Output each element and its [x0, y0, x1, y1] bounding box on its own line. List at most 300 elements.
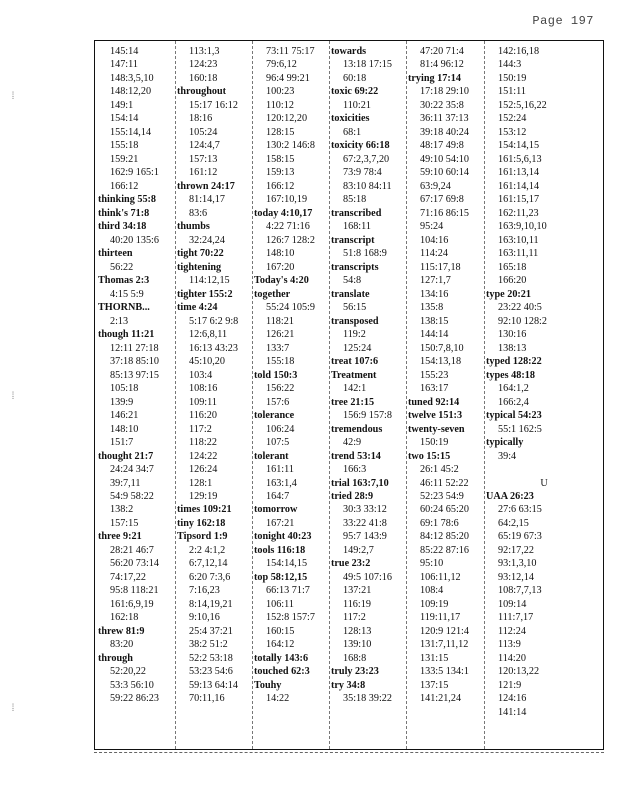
- index-term: tighter 155:2: [177, 288, 233, 300]
- index-reference: 49:5 107:16: [343, 571, 392, 583]
- index-reference: 59:22 86:23: [110, 693, 159, 705]
- index-reference: 83:20: [110, 639, 134, 651]
- index-reference: 130:16: [498, 329, 527, 341]
- word-index-box: [94, 40, 604, 750]
- index-reference: 154:14: [110, 113, 139, 125]
- index-column-3: [254, 45, 328, 745]
- index-reference: 109:14: [498, 598, 527, 610]
- index-term: tightening: [177, 261, 222, 273]
- index-reference: 113:9: [498, 639, 521, 651]
- index-reference: 116:20: [189, 410, 217, 422]
- index-reference: 166:12: [266, 180, 295, 192]
- index-reference: 161:15,17: [498, 194, 540, 206]
- index-reference: 68:1: [343, 126, 362, 138]
- index-reference: 126:21: [266, 329, 295, 341]
- index-reference: 104:16: [420, 234, 449, 246]
- index-reference: 18:16: [189, 113, 213, 125]
- index-reference: 138:13: [498, 342, 527, 354]
- index-term: treat 107:6: [331, 356, 379, 368]
- index-reference: 148:10: [266, 248, 295, 260]
- index-reference: 5:17 6:2 9:8: [189, 315, 239, 327]
- index-reference: 25:4 37:21: [189, 625, 233, 637]
- index-reference: 138:2: [110, 504, 134, 516]
- index-section-letter: U: [540, 477, 548, 489]
- index-reference: 96:4 99:21: [266, 72, 310, 84]
- index-reference: 46:11 52:22: [420, 477, 469, 489]
- index-reference: 150:7,8,10: [420, 342, 464, 354]
- index-reference: 83:6: [189, 207, 208, 219]
- index-reference: 162:18: [110, 612, 139, 624]
- index-term: type 20:21: [486, 288, 531, 300]
- index-reference: 39:18 40:24: [420, 126, 469, 138]
- index-reference: 157:6: [266, 396, 290, 408]
- index-term: three 9:21: [98, 531, 142, 543]
- index-reference: 106:11,12: [420, 571, 461, 583]
- index-term: today 4:10,17: [254, 207, 313, 219]
- index-term: Treatment: [331, 369, 377, 381]
- index-reference: 69:1 78:6: [420, 517, 459, 529]
- index-reference: 124:4,7: [189, 140, 220, 152]
- index-reference: 65:19 67:3: [498, 531, 542, 543]
- index-term: twelve 151:3: [408, 410, 463, 422]
- index-term: true 23:2: [331, 558, 371, 570]
- index-reference: 137:21: [343, 585, 372, 597]
- index-reference: 137:15: [420, 679, 449, 691]
- index-reference: 139:9: [110, 396, 134, 408]
- index-reference: 105:24: [189, 126, 218, 138]
- index-reference: 166:3: [343, 464, 367, 476]
- index-reference: 166:20: [498, 275, 527, 287]
- index-reference: 23:22 40:5: [498, 302, 542, 314]
- index-reference: 162:11,23: [498, 207, 539, 219]
- index-reference: 154:14,15: [266, 558, 308, 570]
- index-term: trying 17:14: [408, 72, 461, 84]
- index-reference: 42:9: [343, 437, 362, 449]
- index-term: typical 54:23: [486, 410, 542, 422]
- binding-mark-middle: ⁞: [10, 392, 17, 403]
- index-reference: 150:19: [420, 437, 449, 449]
- index-reference: 128:15: [266, 126, 295, 138]
- index-term: thrown 24:17: [177, 180, 235, 192]
- index-term: tremendous: [331, 423, 383, 435]
- index-reference: 148:12,20: [110, 86, 152, 98]
- index-term: top 58:12,15: [254, 571, 308, 583]
- index-reference: 124:23: [189, 59, 218, 71]
- index-reference: 114:20: [498, 652, 526, 664]
- index-reference: 120:9 121:4: [420, 625, 469, 637]
- index-reference: 40:20 135:6: [110, 234, 159, 246]
- index-reference: 117:2: [343, 612, 366, 624]
- index-reference: 150:19: [498, 72, 527, 84]
- index-term: truly 23:23: [331, 666, 379, 678]
- index-reference: [486, 463, 602, 476]
- index-reference: 39:7,11: [110, 477, 141, 489]
- index-reference: 157:13: [189, 153, 218, 165]
- index-reference: 52:20,22: [110, 666, 146, 678]
- index-reference: 160:18: [189, 72, 218, 84]
- index-reference: 108:4: [420, 585, 444, 597]
- column-divider: [329, 41, 330, 749]
- index-term: throughout: [177, 86, 227, 98]
- index-reference: 167:21: [266, 517, 295, 529]
- index-reference: 56:15: [343, 302, 367, 314]
- column-divider: [252, 41, 253, 749]
- index-reference: 35:18 39:22: [343, 693, 392, 705]
- index-term: two 15:15: [408, 450, 451, 462]
- index-reference: 153:12: [498, 126, 527, 138]
- index-reference: 33:22 41:8: [343, 517, 387, 529]
- index-reference: 152:5,16,22: [498, 99, 547, 111]
- index-reference: 92:17,22: [498, 544, 534, 556]
- index-reference: 36:11 37:13: [420, 113, 469, 125]
- index-term: thought 21:7: [98, 450, 154, 462]
- index-reference: 144:14: [420, 329, 449, 341]
- index-reference: 74:17,22: [110, 571, 146, 583]
- index-reference: 166:12: [110, 180, 139, 192]
- index-reference: 164:12: [266, 639, 295, 651]
- index-reference: 100:23: [266, 86, 295, 98]
- index-reference: 28:21 46:7: [110, 544, 154, 556]
- index-term: Touhy: [254, 679, 282, 691]
- index-reference: 141:21,24: [420, 693, 462, 705]
- index-term: tolerance: [254, 410, 295, 422]
- index-reference: 149:2,7: [343, 544, 374, 556]
- index-reference: 146:21: [110, 410, 139, 422]
- index-reference: 60:24 65:20: [420, 504, 469, 516]
- index-reference: 93:12,14: [498, 571, 534, 583]
- index-reference: 37:18 85:10: [110, 356, 159, 368]
- index-term: think's 71:8: [98, 207, 150, 219]
- index-reference: 152:24: [498, 113, 527, 125]
- index-reference: 163:11,11: [498, 248, 539, 260]
- column-divider: [175, 41, 176, 749]
- index-reference: 161:5,6,13: [498, 153, 542, 165]
- index-reference: 133:5 134:1: [420, 666, 469, 678]
- index-term: though 11:21: [98, 329, 155, 341]
- index-reference: 26:1 45:2: [420, 464, 459, 476]
- index-reference: 93:1,3,10: [498, 558, 537, 570]
- index-reference: 116:19: [343, 598, 371, 610]
- index-reference: 121:9: [498, 679, 522, 691]
- index-reference: 51:8 168:9: [343, 248, 387, 260]
- index-term: tiny 162:18: [177, 517, 226, 529]
- index-term: try 34:8: [331, 679, 366, 691]
- index-reference: 66:13 71:7: [266, 585, 310, 597]
- index-reference: 73:11 75:17: [266, 46, 315, 57]
- index-reference: 158:15: [266, 153, 295, 165]
- index-reference: 12:11 27:18: [110, 342, 159, 354]
- index-reference: 45:10,20: [189, 356, 225, 368]
- index-reference: 52:2 53:18: [189, 652, 233, 664]
- index-term: trend 53:14: [331, 450, 381, 462]
- index-reference: 163:9,10,10: [498, 221, 547, 233]
- index-term: tonight 40:23: [254, 531, 312, 543]
- binding-mark-top: ⁞: [10, 92, 17, 103]
- index-reference: 156:9 157:8: [343, 410, 392, 422]
- index-reference: 139:10: [343, 639, 372, 651]
- index-reference: 38:2 51:2: [189, 639, 228, 651]
- index-reference: 127:1,7: [420, 275, 451, 287]
- index-reference: 155:18: [110, 140, 139, 152]
- index-reference: 81:4 96:12: [420, 59, 464, 71]
- index-term: thinking 55:8: [98, 194, 157, 206]
- index-reference: 161:14,14: [498, 180, 540, 192]
- index-reference: 142:16,18: [498, 46, 540, 57]
- page-number: Page 197: [532, 14, 594, 28]
- index-reference: 125:24: [343, 342, 372, 354]
- index-reference: 133:7: [266, 342, 290, 354]
- index-reference: 145:14: [110, 46, 139, 57]
- index-term: translate: [331, 288, 370, 300]
- index-reference: 163:17: [420, 383, 449, 395]
- index-reference: 144:3: [498, 59, 522, 71]
- index-term: THORNB...: [98, 302, 150, 314]
- index-term: tried 28:9: [331, 490, 374, 502]
- index-reference: 71:16 86:15: [420, 207, 469, 219]
- index-reference: 30:22 35:8: [420, 99, 464, 111]
- index-column-1: [98, 45, 174, 745]
- index-reference: 126:7 128:2: [266, 234, 315, 246]
- index-reference: 103:4: [189, 369, 213, 381]
- index-term: types 48:18: [486, 369, 535, 381]
- index-reference: 55:1 162:5: [498, 423, 542, 435]
- index-term: through: [98, 652, 133, 664]
- index-reference: 128:1: [189, 477, 213, 489]
- index-reference: 85:22 87:16: [420, 544, 469, 556]
- index-reference: 60:18: [343, 72, 367, 84]
- index-reference: 85:18: [343, 194, 367, 206]
- index-reference: 155:23: [420, 369, 449, 381]
- index-reference: 120:12,20: [266, 113, 308, 125]
- index-reference: 161:11: [266, 464, 294, 476]
- index-term: UAA 26:23: [486, 490, 534, 502]
- index-reference: 24:24 34:7: [110, 464, 154, 476]
- index-term: toxicities: [331, 113, 370, 125]
- index-term: told 150:3: [254, 369, 298, 381]
- index-reference: 111:7,17: [498, 612, 534, 624]
- binding-mark-bottom: ⁞: [10, 704, 17, 715]
- index-term: times 109:21: [177, 504, 232, 516]
- index-reference: 155:14,14: [110, 126, 152, 138]
- index-reference: 128:13: [343, 625, 372, 637]
- index-reference: 107:5: [266, 437, 290, 449]
- index-reference: 4:15 5:9: [110, 288, 144, 300]
- index-term: Tipsord 1:9: [177, 531, 228, 543]
- index-reference: 85:13 97:15: [110, 369, 159, 381]
- index-reference: 67:2,3,7,20: [343, 153, 390, 165]
- index-reference: 130:2 146:8: [266, 140, 315, 152]
- index-reference: 108:7,7,13: [498, 585, 542, 597]
- index-reference: 105:18: [110, 383, 139, 395]
- index-reference: 17:18 29:10: [420, 86, 469, 98]
- index-reference: 135:8: [420, 302, 444, 314]
- index-reference: 95:7 143:9: [343, 531, 387, 543]
- column-divider: [406, 41, 407, 749]
- index-reference: 162:9 165:1: [110, 167, 159, 179]
- column-divider: [484, 41, 485, 749]
- index-reference: 117:2: [189, 423, 212, 435]
- index-reference: 152:8 157:7: [266, 612, 315, 624]
- index-reference: 165:18: [498, 261, 527, 273]
- index-reference: 81:14,17: [189, 194, 225, 206]
- index-reference: 166:2,4: [498, 396, 529, 408]
- index-reference: 149:1: [110, 99, 134, 111]
- index-reference: 39:4: [498, 450, 517, 462]
- index-term: trial 163:7,10: [331, 477, 389, 489]
- index-reference: 79:6,12: [266, 59, 297, 71]
- index-reference: 27:6 63:15: [498, 504, 542, 516]
- index-reference: 56:22: [110, 261, 134, 273]
- index-term: third 34:18: [98, 221, 147, 233]
- index-reference: 48:17 49:8: [420, 140, 464, 152]
- index-column-5: [408, 45, 483, 745]
- index-reference: 131:7,11,12: [420, 639, 469, 651]
- index-reference: 70:11,16: [189, 693, 225, 705]
- index-term: threw 81:9: [98, 625, 145, 637]
- index-reference: 7:16,23: [189, 585, 220, 597]
- index-reference: 168:11: [343, 221, 371, 233]
- index-reference: 2:2 4:1,2: [189, 544, 226, 556]
- index-reference: 147:11: [110, 59, 138, 71]
- index-reference: 95:10: [420, 558, 444, 570]
- index-reference: 109:19: [420, 598, 449, 610]
- index-term: tuned 92:14: [408, 396, 460, 408]
- index-term: towards: [331, 46, 367, 57]
- index-term: tools 116:18: [254, 544, 306, 556]
- index-term: Today's 4:20: [254, 275, 309, 287]
- index-reference: 110:12: [266, 99, 294, 111]
- index-term: Thomas 2:3: [98, 275, 150, 287]
- index-reference: 155:18: [266, 356, 295, 368]
- index-reference: 9:10,16: [189, 612, 220, 624]
- index-reference: 124:22: [189, 450, 218, 462]
- index-reference: 163:1,4: [266, 477, 297, 489]
- index-reference: 49:10 54:10: [420, 153, 469, 165]
- index-term: transcribed: [331, 207, 382, 219]
- index-reference: 95:8 118:21: [110, 585, 159, 597]
- index-reference: 163:10,11: [498, 234, 539, 246]
- index-term: thirteen: [98, 248, 133, 260]
- index-reference: 164:1,2: [498, 383, 529, 395]
- index-term: tomorrow: [254, 504, 298, 516]
- index-term: toxic 69:22: [331, 86, 379, 98]
- index-reference: 112:24: [498, 625, 526, 637]
- index-reference: 84:12 85:20: [420, 531, 469, 543]
- index-reference: 6:7,12,14: [189, 558, 228, 570]
- index-term: totally 143:6: [254, 652, 309, 664]
- index-reference: 59:13 64:14: [189, 679, 238, 691]
- index-reference: 167:10,19: [266, 194, 308, 206]
- index-term: touched 62:3: [254, 666, 310, 678]
- index-reference: 113:1,3: [189, 46, 220, 57]
- index-reference: 164:7: [266, 490, 290, 502]
- index-reference: 2:13: [110, 315, 129, 327]
- index-reference: 159:13: [266, 167, 295, 179]
- index-reference: 54:9 58:22: [110, 490, 154, 502]
- index-reference: 15:17 16:12: [189, 99, 238, 111]
- index-reference: 47:20 71:4: [420, 46, 464, 57]
- index-reference: 64:2,15: [498, 517, 529, 529]
- index-reference: 67:17 69:8: [420, 194, 464, 206]
- index-reference: 167:20: [266, 261, 295, 273]
- index-reference: 120:13,22: [498, 666, 540, 678]
- index-term: thumbs: [177, 221, 210, 233]
- index-reference: 53:23 54:6: [189, 666, 233, 678]
- index-reference: 106:24: [266, 423, 295, 435]
- index-reference: 168:8: [343, 652, 367, 664]
- index-reference: 95:24: [420, 221, 444, 233]
- index-reference: 118:22: [189, 437, 217, 449]
- index-reference: 154:13,18: [420, 356, 462, 368]
- index-reference: 59:10 60:14: [420, 167, 469, 179]
- index-reference: 161:6,9,19: [110, 598, 154, 610]
- index-column-4: [331, 45, 405, 745]
- index-reference: 110:21: [343, 99, 371, 111]
- index-reference: 52:23 54:9: [420, 490, 464, 502]
- index-reference: 154:14,15: [498, 140, 540, 152]
- index-term: tolerant: [254, 450, 289, 462]
- index-reference: 151:7: [110, 437, 134, 449]
- index-term: time 4:24: [177, 302, 218, 314]
- index-reference: 157:15: [110, 517, 139, 529]
- index-reference: 54:8: [343, 275, 362, 287]
- index-reference: 151:11: [498, 86, 526, 98]
- index-reference: 129:19: [189, 490, 218, 502]
- index-reference: 56:20 73:14: [110, 558, 159, 570]
- index-reference: 73:9 78:4: [343, 167, 382, 179]
- index-reference: 159:21: [110, 153, 139, 165]
- index-term: transcript: [331, 234, 375, 246]
- index-reference: 13:18 17:15: [343, 59, 392, 71]
- index-term: tree 21:15: [331, 396, 375, 408]
- index-term: transposed: [331, 315, 379, 327]
- index-term: tight 70:22: [177, 248, 224, 260]
- index-column-6: [486, 45, 602, 745]
- index-term: toxicity 66:18: [331, 140, 390, 152]
- index-reference: 142:1: [343, 383, 367, 395]
- index-reference: 119:11,17: [420, 612, 461, 624]
- index-reference: 156:22: [266, 383, 295, 395]
- index-term: together: [254, 288, 291, 300]
- index-column-2: [177, 45, 251, 745]
- index-reference: 131:15: [420, 652, 449, 664]
- index-reference: 8:14,19,21: [189, 598, 233, 610]
- index-reference: 83:10 84:11: [343, 180, 392, 192]
- index-reference: 124:16: [498, 693, 527, 705]
- index-reference: 53:3 56:10: [110, 679, 154, 691]
- index-reference: 148:3,5,10: [110, 72, 154, 84]
- index-reference: 4:22 71:16: [266, 221, 310, 233]
- index-reference: 14:22: [266, 693, 290, 705]
- index-term: typically: [486, 437, 524, 449]
- index-reference: 115:17,18: [420, 261, 461, 273]
- index-reference: 119:2: [343, 329, 366, 341]
- index-reference: 6:20 7:3,6: [189, 571, 231, 583]
- index-reference: 108:16: [189, 383, 218, 395]
- index-reference: 32:24,24: [189, 234, 225, 246]
- index-term: typed 128:22: [486, 356, 542, 368]
- index-reference: 148:10: [110, 423, 139, 435]
- index-term: twenty-seven: [408, 423, 465, 435]
- index-reference: 138:15: [420, 315, 449, 327]
- index-reference: 118:21: [266, 315, 294, 327]
- index-reference: 106:11: [266, 598, 294, 610]
- index-reference: 114:24: [420, 248, 448, 260]
- index-reference: 161:13,14: [498, 167, 540, 179]
- index-reference: 30:3 33:12: [343, 504, 387, 516]
- index-reference: 114:12,15: [189, 275, 230, 287]
- index-reference: 134:16: [420, 288, 449, 300]
